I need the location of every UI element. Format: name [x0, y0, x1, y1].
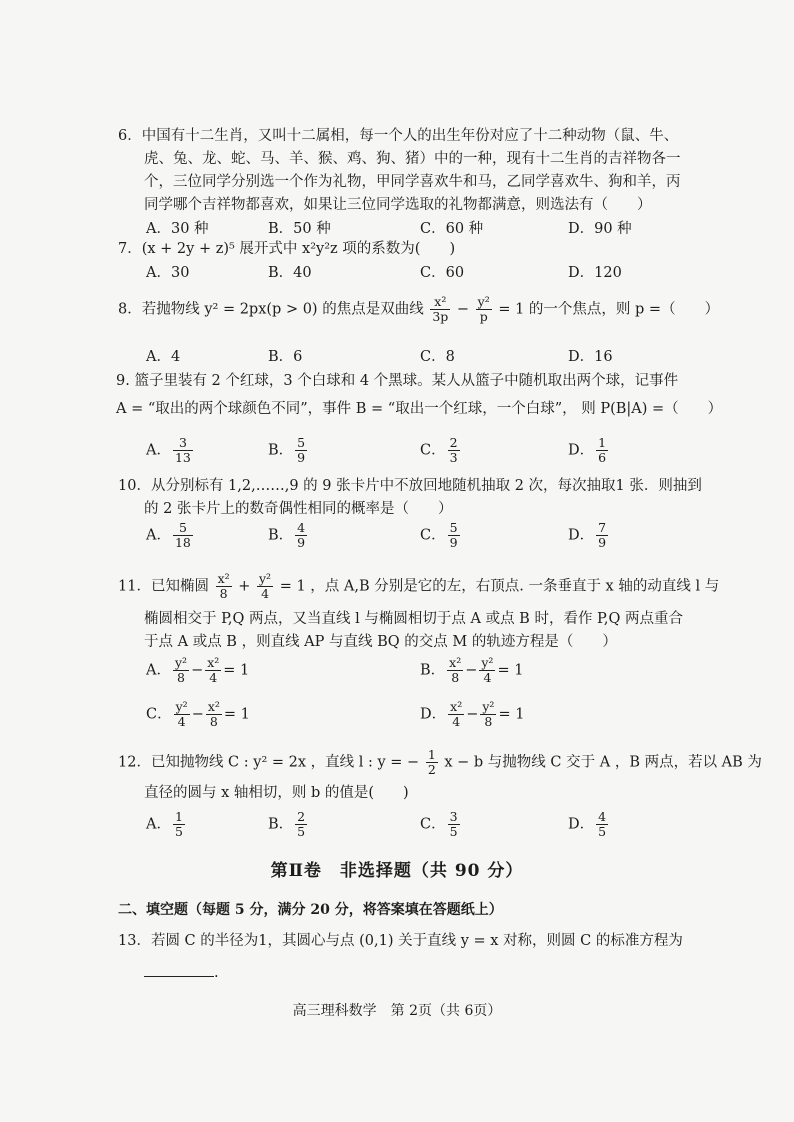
q9-option-b: B． $\frac{5}{9}$	[268, 435, 306, 465]
q7-option-a: A．30	[146, 265, 190, 281]
q9-option-d: D． $\frac{1}{6}$	[568, 435, 607, 465]
q7-stem: 7．(x + 2y + z)⁵ 展开式中 x²y²z 项的系数为( )	[118, 241, 456, 257]
q6-line2: 虎、兔、龙、蛇、马、羊、猴、鸡、狗、猪）中的一种，现有十二生肖的吉祥物各一	[144, 151, 681, 167]
q11-option-d: D． $\frac{\text{x²}}{4}$ − $\frac{\text{y²}}{8}$ = 1	[420, 699, 525, 729]
q8-post: = 1 的一个焦点，则 p =（ ）	[498, 301, 720, 318]
q9-line1: 9. 篮子里装有 2 个红球，3 个白球和 4 个黑球。某人从篮子中随机取出两个球，记事件	[116, 373, 679, 389]
minus-sign: −	[456, 301, 470, 318]
q10-option-d: D． $\frac{7}{9}$	[568, 520, 607, 550]
q12-line2: 直径的圆与 x 轴相切，则 b 的值是( )	[144, 785, 409, 801]
q9-option-c: C． $\frac{2}{3}$	[420, 435, 458, 465]
q12-option-d: D． $\frac{4}{5}$	[568, 809, 607, 839]
q8-option-c: C．8	[420, 349, 455, 365]
q6-line1: 6．中国有十二生肖，又叫十二属相，每一个人的出生年份对应了十二种动物（鼠、牛、	[118, 128, 679, 144]
q7-option-c: C．60	[420, 265, 465, 281]
q8-fraction-y: $\frac{\text{y²}}{p}$	[477, 294, 490, 324]
q10-line1: 10．从分别标有 1,2,……,9 的 9 张卡片中不放回地随机抽取 2 次，每次抽取1 张．则抽到	[118, 478, 702, 494]
q6-option-c: C．60 种	[420, 221, 484, 237]
q8-fraction-x: $\frac{\text{x²}}{3p}$	[432, 294, 449, 324]
q11-line1: 11．已知椭圆 $\frac{\text{x²}}{8}$ + $\frac{\text{y²}}{4}$ = 1 ，点 A,B 分别是它的左，右顶点. 一条垂直于 x 轴的动直线 l 与	[118, 571, 720, 601]
q13-line1: 13．若圆 C 的半径为1，其圆心与点 (0,1) 关于直线 y = x 对称，则圆 C 的标准方程为	[118, 933, 683, 949]
q12-option-b: B． $\frac{2}{5}$	[268, 809, 306, 839]
q9-option-a: A． $\frac{3}{13}$	[146, 435, 191, 465]
q12-option-a: A． $\frac{1}{5}$	[146, 809, 183, 839]
q8-option-d: D．16	[568, 349, 613, 365]
q7-option-d: D．120	[568, 265, 622, 281]
q6-option-a: A．30 种	[146, 221, 209, 237]
q8-stem	[118, 295, 719, 324]
q10-option-c: C． $\frac{5}{9}$	[420, 520, 458, 550]
q9-line2: A = “取出的两个球颜色不同”，事件 B = “取出一个红球，一个白球”， 则 P(B|A) =（ ）	[116, 401, 723, 417]
q11-option-a: A． $\frac{\text{y²}}{8}$ − $\frac{\text{x²}}{4}$ = 1	[146, 655, 250, 685]
q11-line3: 于点 A 或点 B ，则直线 AP 与直线 BQ 的交点 M 的轨迹方程是（ ）	[144, 634, 617, 650]
q6-line4: 同学哪个吉祥物都喜欢，如果让三位同学选取的礼物都满意，则选法有（ ）	[144, 197, 652, 213]
q8-option-a: A．4	[146, 349, 181, 365]
q11-line2: 椭圆相交于 P,Q 两点，又当直线 l 与椭圆相切于点 A 或点 B 时，看作 P,Q 两点重合	[144, 611, 683, 627]
q6-line3: 个，三位同学分别选一个作为礼物，甲同学喜欢牛和马，乙同学喜欢牛、狗和羊，丙	[144, 174, 681, 190]
q12-line1: 12．已知抛物线 C : y² = 2x ，直线 l : y = − $\frac{1}{2}$ x − b 与抛物线 C 交于 A ，B 两点，若以 AB 为	[118, 747, 762, 777]
q10-option-a: A． $\frac{5}{18}$	[146, 520, 191, 550]
q8-pre: 8．若抛物线 y² = 2px(p > 0) 的焦点是双曲线	[118, 301, 424, 318]
section-title: 第Ⅱ卷 非选择题（共 90 分）	[270, 861, 524, 881]
q11-option-c: C． $\frac{\text{y²}}{4}$ − $\frac{\text{x²}}{8}$ = 1	[146, 699, 250, 729]
q12-option-c: C． $\frac{3}{5}$	[420, 809, 458, 839]
q13-answer-line: .	[144, 962, 219, 985]
q10-option-b: B． $\frac{4}{9}$	[268, 520, 306, 550]
page-footer: 高三理科数学 第 2页（共 6页）	[292, 1003, 502, 1019]
answer-blank[interactable]	[144, 964, 214, 977]
q8-option-b: B．6	[268, 349, 303, 365]
q6-option-b: B．50 种	[268, 221, 331, 237]
q10-line2: 的 2 张卡片上的数奇偶性相同的概率是（ ）	[144, 501, 453, 517]
q6-option-d: D．90 种	[568, 221, 632, 237]
section-fill-in-heading: 二、填空题（每题 5 分，满分 20 分，将答案填在答题纸上）	[118, 902, 503, 918]
q11-option-b: B． $\frac{\text{x²}}{8}$ − $\frac{\text{y²}}{4}$ = 1	[420, 655, 524, 685]
q7-option-b: B．40	[268, 265, 312, 281]
